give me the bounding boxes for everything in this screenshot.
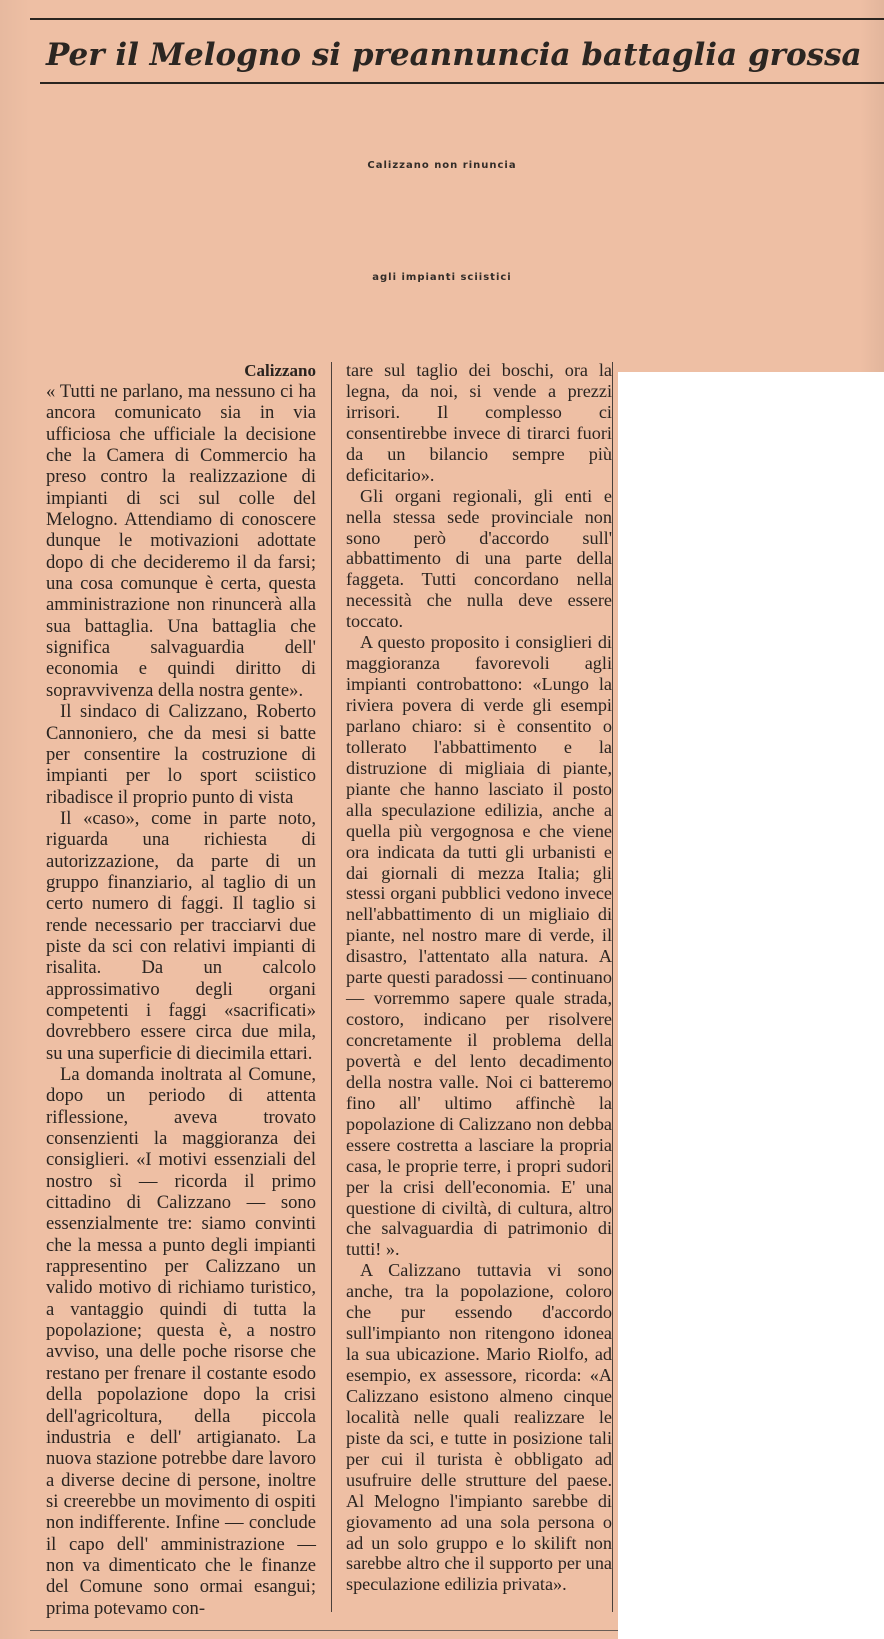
- right-column-rule: [612, 362, 613, 1612]
- paragraph: A Calizzano tuttavia vi sono anche, tra la popolazione, coloro che pur essendo d'accordo sull'impianto non ritengono idonea la sua ubicazione. Mario Riolfo, ad esempio, ex assessore, ricorda: «A Calizzano esistono almeno cinque località nelle quali realizzare le piste da sci, e tutte in posizione tali per cui il turista è obbligato ad usufruire delle strutture del paese. Al Melogno l'impianto sarebbe di giovamento ad una sola persona o ad un solo gruppo e lo skilift non sarebbe altro che il supporto per una speculazione edilizia privata».: [346, 1260, 612, 1595]
- headline-line-1: Calizzano non rinuncia: [367, 160, 517, 171]
- paragraph: « Tutti ne parlano, ma nessuno ci ha ancora comunicato sia in via ufficiosa che ufficiale la decisione che la Camera di Commercio ha preso contro la realizzazione di impianti di sci sul colle del Melogno. Attendiamo di conoscere dunque le motivazioni adottate dopo di che decideremo il da farsi; una cosa comunque è certa, questa amministrazione non rinuncerà alla sua battaglia. Una battaglia che significa salvaguardia dell' economia e quindi diritto di sopravvivenza della nostra gente».: [46, 381, 316, 701]
- kicker-headline: Per il Melogno si preannuncia battaglia grossa: [46, 37, 862, 73]
- paragraph: Il «caso», come in parte noto, riguarda una richiesta di autorizzazione, da parte di un gruppo finanziario, al taglio di un certo numero di faggi. Il taglio si rende necessario per tracciarvi due piste da sci con relativi impianti di risalita. Da un calcolo approssimativo degli organi competenti i faggi «sacrificati» dovrebbero essere circa due mila, su una superficie di diecimila ettari.: [46, 807, 316, 1064]
- paragraph: Il sindaco di Calizzano, Roberto Cannoniero, che da mesi si batte per consentire la costruzione di impianti per lo sport sciistico ribadisce il proprio punto di vista: [46, 701, 316, 808]
- top-rule: [30, 18, 884, 20]
- kicker-rule: [40, 82, 884, 84]
- article-column-2: [346, 360, 612, 1595]
- paragraph: La domanda inoltrata al Comune, dopo un periodo di attenta riflessione, aveva trovato consenzienti la maggioranza dei consiglieri. «I motivi essenziali del nostro sì — ricorda il primo cittadino di Calizzano — sono essenzialmente tre: siamo convinti che la messa a punto degli impianti rappresentino per Calizzano un valido motivo di richiamo turistico, a vantaggio quindi di tutta la popolazione; questa è, a nostro avviso, una delle poche risorse che restano per frenare il costante esodo della popolazione dopo la crisi dell'agricoltura, della piccola industria e dell' artigianato. La nuova stazione potrebbe dare lavoro a diverse decine di persone, inoltre si creerebbe un movimento di ospiti non indifferente. Infine — conclude il capo dell' amministrazione — non va dimenticato che le finanze del Comune sono ormai esangui; prima potevamo con-: [46, 1064, 316, 1619]
- dateline: Calizzano: [244, 361, 316, 380]
- bottom-rule: [30, 1630, 620, 1631]
- column-divider: [331, 362, 332, 1612]
- paragraph: tare sul taglio dei boschi, ora la legna, da noi, si vende a prezzi irrisori. Il complesso ci consentirebbe invece di tirarci fuori da un bilancio sempre più deficitario».: [346, 360, 612, 485]
- article-column-1: [46, 360, 316, 1619]
- paragraph: Gli organi regionali, gli enti e nella stessa sede provinciale non sono però d'accordo sull' abbattimento di una parte della faggeta. Tutti concordano nella necessità che nulla deve essere toccato.: [346, 485, 612, 632]
- headline-line-2: agli impianti sciistici: [372, 272, 512, 283]
- paragraph: A questo proposito i consiglieri di maggioranza favorevoli agli impianti controbattono: «Lungo la riviera povera di verde gli esempi parlano chiaro: si è consentito o tollerato l'abbattimento e la distruzione di migliaia di piante, piante che hanno lasciato il posto alla speculazione edilizia, anche a quella più vergognosa e che viene ora indicata da tutti gli urbanisti e dai giornali di mezza Italia; gli stessi organi pubblici vedono invece nell'abbattimento di un migliaio di piante, nel nostro mare di verde, il disastro, l'attentato alla natura. A parte questi paradossi — continuano — vorremmo sapere quale strada, costoro, indicano per risolvere concretamente il problema della povertà e del lento decadimento della nostra valle. Noi ci batteremo fino all' ultimo affinchè la popolazione di Calizzano non debba essere costretta a lasciare la propria casa, le proprie terre, i propri sudori per la crisi dell'economia. E' una questione di civiltà, di cultura, altro che salvaguardia di patrimonio di tutti! ».: [346, 632, 612, 1260]
- blank-scan-area: [618, 372, 884, 1639]
